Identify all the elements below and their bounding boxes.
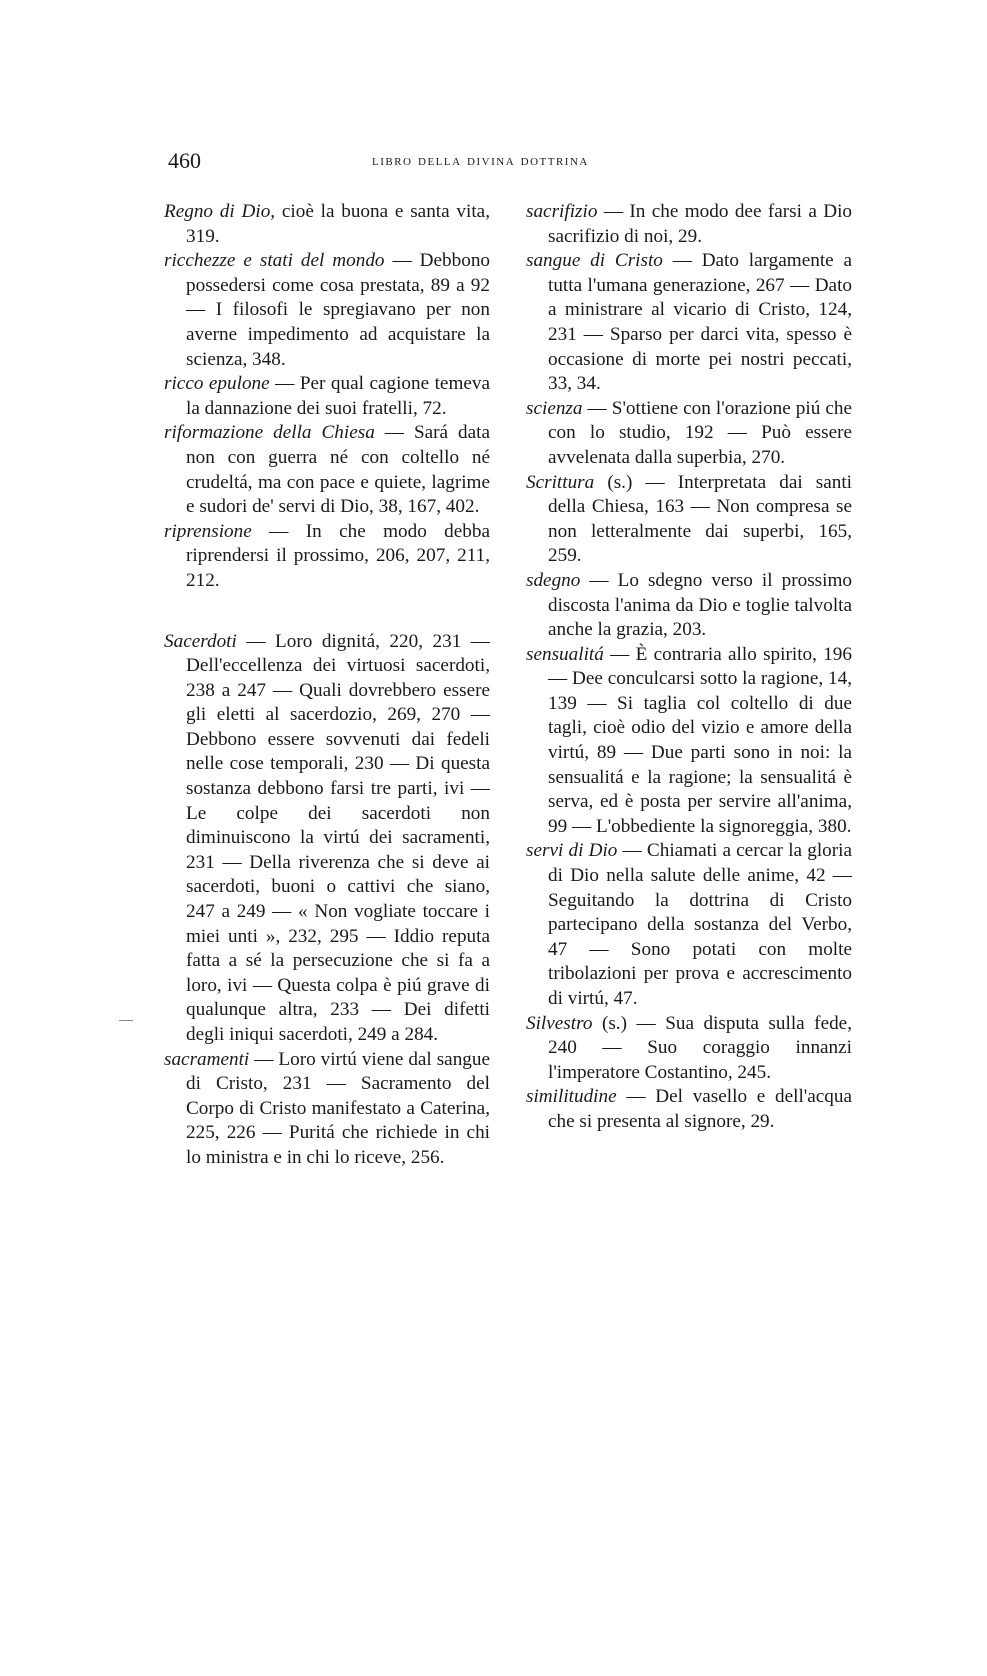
index-entry [526, 569, 852, 643]
entry-text: — In che modo dee farsi a Dio sacrifizio di noi, 29. [548, 201, 852, 247]
index-entry [526, 249, 852, 397]
entry-head: ricchezze e stati del mondo [164, 250, 385, 272]
entry-text: (s.) — Sua disputa sulla fede, 240 — Suo coraggio innanzi l'imperatore Costantino, 245. [548, 1012, 852, 1083]
entry-head: riformazione della Chiesa [164, 422, 375, 444]
entry-text: — Loro dignitá, 220, 231 — Dell'eccellenza dei virtuosi sacerdoti, 238 a 247 — Quali dovrebbero essere gli eletti al sacerdozio, 269, 270 — Debbono essere sovvenuti dai fedeli nelle cose temporali, 230 — Di questa sostanza debbono farsi tre parti, ivi — Le colpe dei sacerdoti non diminuiscono la virtú dei sacramenti, 231 — Della riverenza che si deve ai sacerdoti, buoni o cattivi che siano, 247 a 249 — « Non vogliate toccare i miei unti », 232, 295 — Iddio reputa fatta a sé la persecuzione che si fa a loro, ivi — Questa colpa è piú grave di qualunque altra, 233 — Dei difetti degli iniqui sacerdoti, 249 a 284. [186, 630, 490, 1045]
entry-head: servi di Dio [526, 840, 618, 862]
entry-text: cioè la buona e santa vita, 319. [186, 201, 490, 247]
entry-text: — Debbono possedersi come cosa prestata, 89 a 92 — I filosofi le spregiavano per non averne impedimento ad acquistare la scienza, 348. [186, 250, 491, 370]
entry-head: sdegno [526, 569, 581, 591]
index-column-right [526, 200, 852, 1135]
index-entry [164, 630, 490, 1048]
entry-text: — È contraria allo spirito, 196 — Dee conculcarsi sotto la ragione, 14, 139 — Si taglia col coltello di due tagli, cioè odio del vizio e amore della virtú, 89 — Due parti sono in noi: la sensualitá e la ragione; la sensualitá è serva, ed è posta per servire all'anima, 99 — L'obbediente la signoreggia, 380. [548, 643, 852, 837]
entry-text: — Sará data non con guerra né con coltello né crudeltá, ma con pace e quiete, lagrime e sudori de' servi di Dio, 38, 167, 402. [186, 422, 490, 518]
entry-head: sensualitá [526, 643, 604, 665]
entry-head: similitudine [526, 1086, 617, 1108]
entry-head: sangue di Cristo [526, 250, 663, 272]
entry-text: — Chiamati a cercar la gloria di Dio nella salute delle anime, 42 — Seguitando la dottrina di Cristo partecipano della sostanza del Verbo, 47 — Sono potati con molte tribolazioni per prova e accrescimento di virtú, 47. [548, 840, 852, 1009]
entry-head: scienza [526, 397, 583, 419]
entry-head: ricco epulone [164, 373, 270, 395]
entry-head: sacrifizio [526, 201, 598, 222]
entry-head: Sacerdoti [164, 630, 237, 652]
running-head: libro della divina dottrina [372, 152, 589, 169]
index-entry [164, 372, 490, 421]
page-number: 460 [168, 148, 201, 173]
entry-text: — Per qual cagione temeva la dannazione dei suoi fratelli, 72. [186, 373, 491, 419]
section-gap [164, 594, 490, 630]
index-entry [526, 1085, 852, 1134]
entry-text: (s.) — Interpretata dai santi della Chiesa, 163 — Non compresa se non letteralmente dai superbi, 165, 259. [548, 471, 852, 567]
index-entry [526, 397, 852, 471]
index-entry [526, 471, 852, 569]
index-entry [164, 200, 490, 249]
index-entry [164, 1048, 490, 1171]
index-entry [164, 421, 490, 519]
margin-mark [119, 1020, 133, 1021]
entry-head: sacramenti [164, 1048, 250, 1070]
entry-text: — Loro virtú viene dal sangue di Cristo, 231 — Sacramento del Corpo di Cristo manifestato a Caterina, 225, 226 — Puritá che richiede in chi lo ministra e in chi lo riceve, 256. [186, 1048, 490, 1168]
entry-head: Silvestro [526, 1012, 593, 1034]
index-entry [526, 200, 852, 249]
index-column-left [164, 200, 490, 1171]
index-entry [164, 520, 490, 594]
entry-text: — S'ottiene con l'orazione piú che con lo studio, 192 — Può essere avvelenata dalla superbia, 270. [548, 397, 852, 468]
index-entry [526, 643, 852, 840]
entry-text: — In che modo debba riprendersi il prossimo, 206, 207, 211, 212. [186, 520, 490, 591]
index-entry [526, 1012, 852, 1086]
entry-head: riprensione [164, 520, 252, 542]
entry-head: Scrittura [526, 471, 595, 493]
entry-head: Regno di Dio, [164, 201, 276, 222]
index-entry [164, 249, 490, 372]
entry-text: — Dato largamente a tutta l'umana generazione, 267 — Dato a ministrare al vicario di Cristo, 124, 231 — Sparso per darci vita, spesso è occasione di morte pei nostri peccati, 33, 34. [548, 250, 852, 395]
entry-text: — Lo sdegno verso il prossimo discosta l'anima da Dio e toglie talvolta anche la grazia, 203. [548, 569, 852, 641]
index-entry [526, 839, 852, 1011]
entry-text: — Del vasello e dell'acqua che si presenta al signore, 29. [548, 1086, 852, 1132]
